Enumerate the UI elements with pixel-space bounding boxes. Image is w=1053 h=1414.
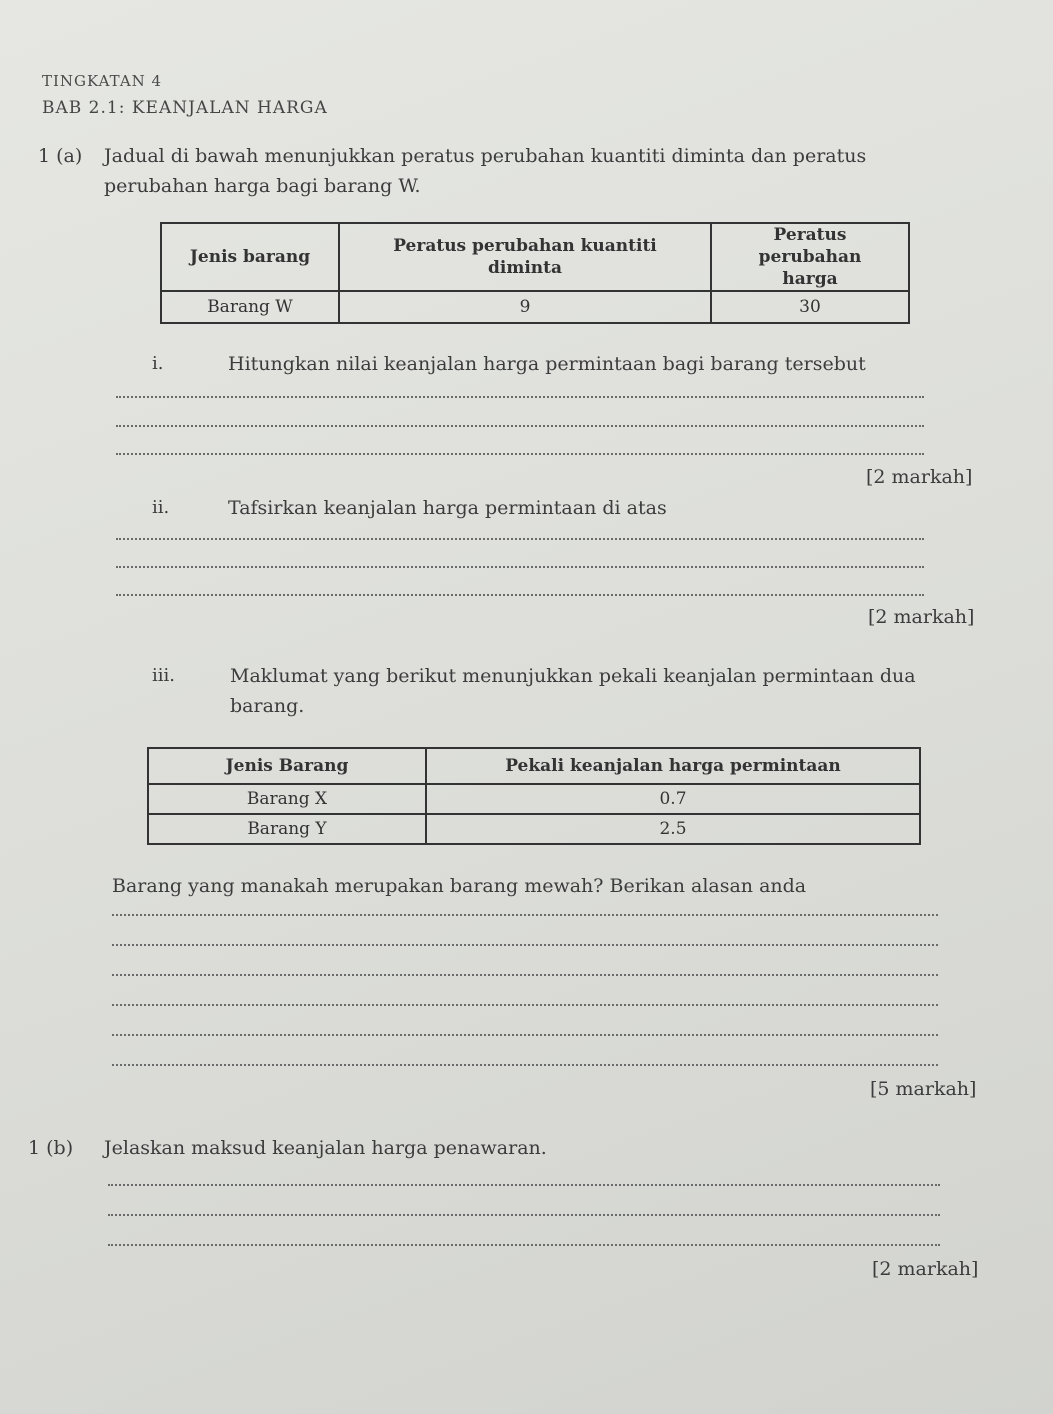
subquestion-iii-text-line2: barang. — [230, 695, 305, 717]
marks-label: [2 markah] — [872, 1258, 979, 1280]
answer-line[interactable] — [108, 1184, 940, 1186]
table-cell: 2.5 — [426, 814, 920, 844]
answer-line[interactable] — [112, 1004, 938, 1006]
answer-line[interactable] — [116, 396, 924, 398]
table-row — [148, 814, 920, 844]
answer-line[interactable] — [112, 944, 938, 946]
answer-line[interactable] — [108, 1244, 940, 1246]
answer-line[interactable] — [112, 914, 938, 916]
table-row — [148, 784, 920, 814]
answer-line[interactable] — [112, 974, 938, 976]
table-header-cell: Pekali keanjalan harga permintaan — [426, 748, 920, 784]
subquestion-i-text: Hitungkan nilai keanjalan harga permintaan bagi barang tersebut — [228, 353, 866, 375]
answer-line[interactable] — [116, 453, 924, 455]
subquestion-iii-number: iii. — [152, 665, 175, 686]
table-pekali — [147, 747, 921, 845]
question-1a-number: 1 (a) — [38, 145, 83, 167]
marks-label: [2 markah] — [868, 606, 975, 628]
table-header-cell: Peratus perubahan kuantiti diminta — [339, 223, 711, 291]
table-row — [161, 291, 909, 323]
answer-line[interactable] — [116, 538, 924, 540]
table-cell: 0.7 — [426, 784, 920, 814]
answer-line[interactable] — [112, 1034, 938, 1036]
table-barang-w — [160, 222, 910, 324]
chapter-title: BAB 2.1: KEANJALAN HARGA — [42, 98, 328, 118]
answer-line[interactable] — [116, 594, 924, 596]
answer-line[interactable] — [112, 1064, 938, 1066]
table-header-cell: Jenis Barang — [148, 748, 426, 784]
subquestion-iii-question: Barang yang manakah merupakan barang mewah? Berikan alasan anda — [112, 875, 807, 897]
table-header-row — [161, 223, 909, 291]
subquestion-iii-text-line1: Maklumat yang berikut menunjukkan pekali keanjalan permintaan dua — [230, 665, 916, 687]
question-1b-number: 1 (b) — [28, 1137, 74, 1159]
table-cell: 30 — [711, 291, 909, 323]
subquestion-i-number: i. — [152, 353, 164, 374]
table-cell: Barang X — [148, 784, 426, 814]
table-header-cell: Jenis barang — [161, 223, 339, 291]
question-1b-text: Jelaskan maksud keanjalan harga penawaran. — [104, 1137, 547, 1159]
answer-line[interactable] — [116, 425, 924, 427]
form-level: TINGKATAN 4 — [42, 72, 163, 90]
question-1a-text-line1: Jadual di bawah menunjukkan peratus perubahan kuantiti diminta dan peratus — [104, 145, 867, 167]
table-cell: 9 — [339, 291, 711, 323]
subquestion-ii-text: Tafsirkan keanjalan harga permintaan di atas — [228, 497, 667, 519]
marks-label: [5 markah] — [870, 1078, 977, 1100]
subquestion-ii-number: ii. — [152, 497, 170, 518]
answer-line[interactable] — [108, 1214, 940, 1216]
answer-line[interactable] — [116, 566, 924, 568]
question-1a-text-line2: perubahan harga bagi barang W. — [104, 175, 421, 197]
table-cell: Barang W — [161, 291, 339, 323]
marks-label: [2 markah] — [866, 466, 973, 488]
table-header-row — [148, 748, 920, 784]
table-header-cell: Peratus perubahan harga — [711, 223, 909, 291]
table-cell: Barang Y — [148, 814, 426, 844]
